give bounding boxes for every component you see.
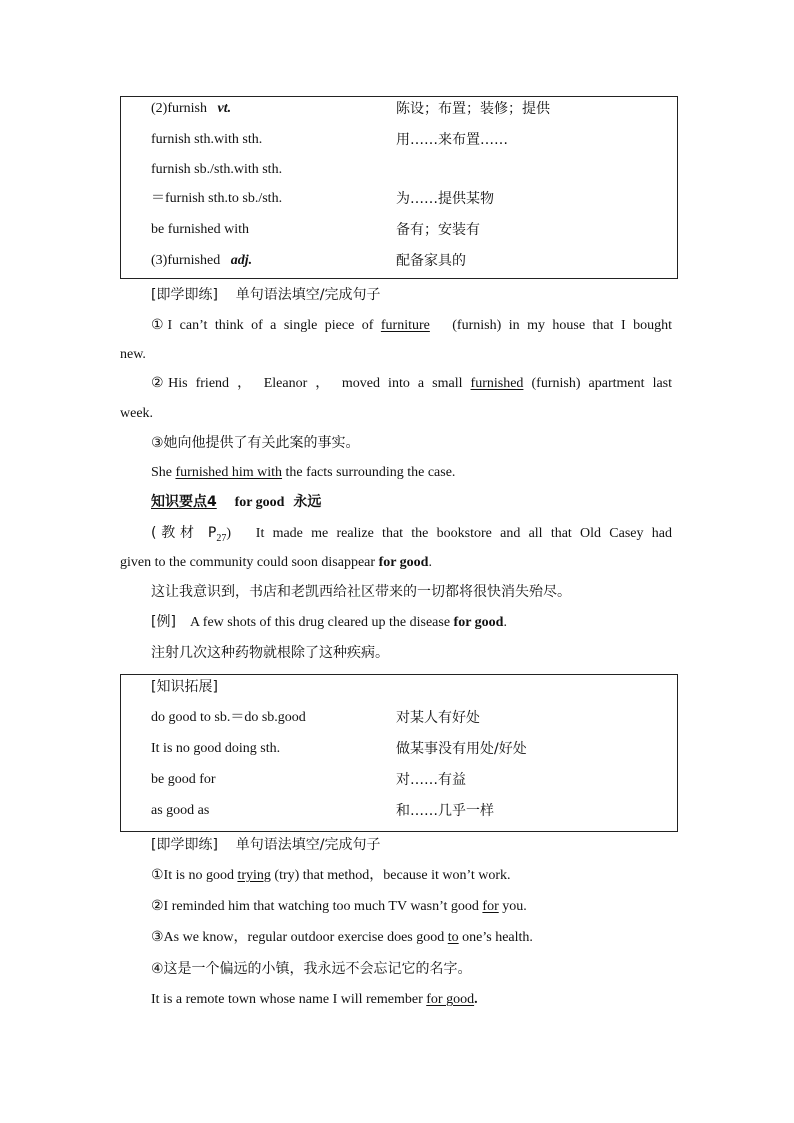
answer-blank: furniture [380, 318, 430, 333]
usage-row-5-left: be furnished with [151, 222, 249, 237]
usage-row-6-right: 配备家具的 [396, 253, 466, 269]
extension-row-1-right: 对某人有好处 [396, 710, 480, 726]
answer-blank: to [447, 930, 459, 945]
usage-row-4-right: 为……提供某物 [396, 191, 494, 207]
practice-heading-2: [即学即练] 单句语法填空/完成句子 [151, 837, 381, 853]
textbook-sentence: (教材 $P_{27}$) It made me realize that the bookstore and all that Old Casey had [151, 525, 672, 544]
textbook-translation: 这让我意识到，书店和老凯西给社区带来的一切都将很快消失殆尽。 [151, 584, 571, 600]
extension-row-4-left: as good as [151, 803, 210, 818]
practice-heading-1: [即学即练] 单句语法填空/完成句子 [151, 287, 381, 303]
usage-row-1-left: (2)furnish vt. [151, 101, 232, 116]
extension-title: [知识拓展] [151, 679, 218, 695]
extension-row-3-right: 对……有益 [396, 772, 466, 788]
exercise-1-3: She furnished him with the facts surrounding the case. [151, 465, 456, 480]
exercise-1-2: ②His friend ， Eleanor ， moved into a small furnished (furnish) apartment last [151, 376, 673, 391]
answer-blank: for good [426, 992, 475, 1007]
answer-blank: trying [237, 868, 271, 883]
usage-row-1-right: 陈设；布置；装修；提供 [396, 101, 550, 117]
extension-row-2-left: It is no good doing sth. [151, 741, 281, 756]
exercise-1-2-cont: week. [120, 406, 154, 421]
exercise-2-3: ③As we know，regular outdoor exercise does good to one’s health. [151, 930, 533, 945]
answer-blank: for [482, 899, 499, 914]
usage-row-2-left: furnish sth.with sth. [151, 132, 263, 147]
answer-blank: furnished him with [175, 465, 283, 480]
answer-blank: furnished [470, 376, 524, 391]
exercise-1-1: ①I can’t think of a single piece of furniture (furnish) in my house that I bought [151, 318, 673, 333]
usage-row-5-right: 备有；安装有 [396, 222, 480, 238]
exercise-2-4: It is a remote town whose name I will remember for good. [151, 992, 478, 1007]
example-sentence: [例] A few shots of this drug cleared up the disease for good. [151, 614, 507, 630]
knowledge-point-title: 知识要点4 for good 永远 [151, 494, 322, 510]
usage-row-2-right: 用……来布置…… [396, 132, 508, 148]
extension-row-2-right: 做某事没有用处/好处 [396, 741, 527, 757]
textbook-sentence-cont: given to the community could soon disappear for good. [120, 555, 432, 570]
exercise-1-1-cont: new. [120, 347, 146, 362]
extension-row-4-right: 和……几乎一样 [396, 803, 494, 819]
exercise-2-4-chinese: ④这是一个偏远的小镇，我永远不会忘记它的名字。 [151, 961, 472, 977]
exercise-1-3-chinese: ③她向他提供了有关此案的事实。 [151, 435, 360, 451]
usage-row-6-left: (3)furnished adj. [151, 253, 253, 268]
usage-row-3-left: furnish sb./sth.with sth. [151, 162, 283, 177]
exercise-2-1: ①It is no good trying (try) that method，because it won’t work. [151, 868, 511, 883]
extension-row-1-left: do good to sb.＝do sb.good [151, 710, 306, 725]
extension-row-3-left: be good for [151, 772, 216, 787]
example-translation: 注射几次这种药物就根除了这种疾病。 [151, 645, 389, 661]
usage-row-4-left: ＝furnish sth.to sb./sth. [151, 191, 283, 206]
exercise-2-2: ②I reminded him that watching too much TV wasn’t good for you. [151, 899, 527, 914]
